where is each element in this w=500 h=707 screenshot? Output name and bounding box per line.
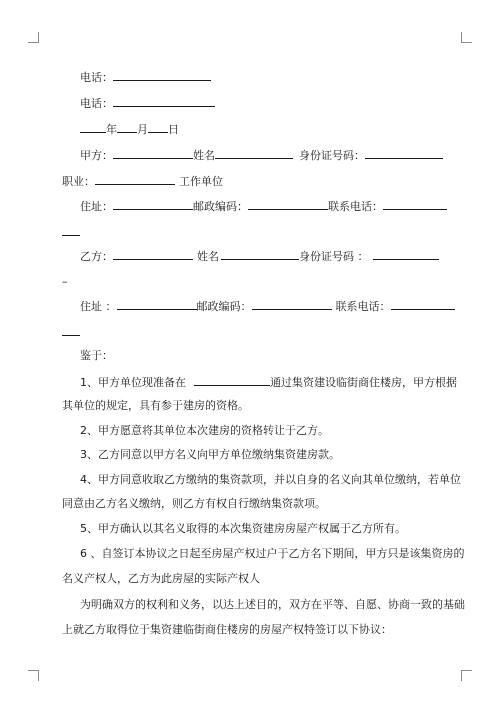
name-label: 姓名 (193, 149, 215, 162)
date-line (80, 121, 179, 137)
crop-mark-bottom-right (461, 670, 472, 681)
item-4-line-1: 4、甲方同意收取乙方缴纳的集资款项，并以自身的名义向其单位缴纳，若单位 (80, 473, 461, 486)
occupation-line (62, 173, 223, 189)
workplace-label: 工作单位 (179, 175, 223, 188)
item-1-text: 通过集资建设临街商住楼房，甲方根据 (270, 376, 457, 389)
phone-label: 电话： (80, 71, 113, 84)
party-b-blank[interactable] (113, 248, 193, 260)
postcode-label: 邮政编码： (193, 200, 248, 213)
contact-phone-blank[interactable] (391, 298, 455, 310)
day-label: 日 (168, 123, 179, 136)
crop-mark-top-right (461, 32, 472, 43)
party-a-label: 甲方： (80, 149, 113, 162)
continuation-blank[interactable] (62, 224, 80, 236)
contact-phone-label: 联系电话： (328, 200, 383, 213)
phone-label: 电话： (80, 97, 113, 110)
phone-blank[interactable] (113, 95, 215, 107)
item-6-line-2: 名义产权人，乙方为此房屋的实际产权人 (62, 572, 260, 585)
item-1-line-2: 其单位的规定，具有参于建房的资格。 (62, 399, 249, 412)
party-b-line (80, 248, 439, 264)
closing-line-2: 上就乙方取得位于集资建临街商住楼房的房屋产权特签订以下协议： (62, 623, 392, 636)
party-b-address-line (80, 298, 455, 314)
continuation-blank[interactable] (62, 324, 80, 336)
day-blank[interactable] (148, 121, 168, 133)
address-label: 住址 ： (80, 300, 117, 313)
postcode-label: 邮政编码： (196, 300, 252, 313)
id-label: 身份证号码 ： (299, 250, 369, 263)
phone-line-2 (80, 95, 215, 111)
year-label: 年 (106, 123, 117, 136)
name-blank[interactable] (215, 147, 293, 159)
contact-phone-blank[interactable] (383, 198, 447, 210)
item-2: 2、甲方愿意将其单位本次建房的资格转让于乙方。 (80, 424, 329, 437)
name-blank[interactable] (221, 248, 299, 260)
phone-blank[interactable] (113, 69, 211, 81)
crop-mark-bottom-left (28, 670, 39, 681)
party-b-label: 乙方： (80, 250, 113, 263)
party-a-blank[interactable] (113, 147, 193, 159)
party-a-line (80, 147, 443, 163)
item-5: 5、甲方确认以其名义取得的本次集资建房房屋产权属于乙方所有。 (80, 522, 406, 535)
dash: – (62, 275, 68, 288)
postcode-blank[interactable] (248, 198, 328, 210)
year-blank[interactable] (80, 121, 106, 133)
occupation-blank[interactable] (95, 173, 175, 185)
party-a-address-line (80, 198, 447, 214)
item-6-line-1: 6 、自签订本协议之日起至房屋产权过户于乙方名下期间，甲方只是该集资房的 (80, 547, 465, 560)
month-blank[interactable] (117, 121, 137, 133)
whereas-heading: 鉴于： (80, 349, 113, 362)
party-a-address-continuation (62, 224, 80, 240)
party-b-address-continuation (62, 324, 80, 340)
contact-phone-label: 联系电话： (335, 300, 391, 313)
postcode-blank[interactable] (252, 298, 332, 310)
item-3: 3、乙方同意以甲方名义向甲方单位缴纳集资建房款。 (80, 448, 340, 461)
month-label: 月 (137, 123, 148, 136)
item-4-line-2: 同意由乙方名义缴纳，则乙方有权自行缴纳集资款项。 (62, 497, 326, 510)
id-blank[interactable] (365, 147, 443, 159)
item-1-line-1 (80, 374, 457, 390)
phone-line-1 (80, 69, 211, 85)
address-label: 住址： (80, 200, 113, 213)
occupation-label: 职业： (62, 175, 95, 188)
item-1-text: 1、甲方单位现准备在 (80, 376, 186, 389)
location-blank[interactable] (194, 374, 270, 386)
id-label: 身份证号码： (299, 149, 365, 162)
name-label: 姓名 (197, 250, 219, 263)
closing-line-1: 为明确双方的权利和义务，以达上述目的，双方在平等、自愿、协商一致的基础 (80, 598, 465, 611)
party-b-dash-line (62, 275, 68, 289)
address-blank[interactable] (117, 298, 197, 310)
id-blank[interactable] (373, 248, 439, 260)
crop-mark-top-left (28, 32, 39, 43)
address-blank[interactable] (113, 198, 193, 210)
